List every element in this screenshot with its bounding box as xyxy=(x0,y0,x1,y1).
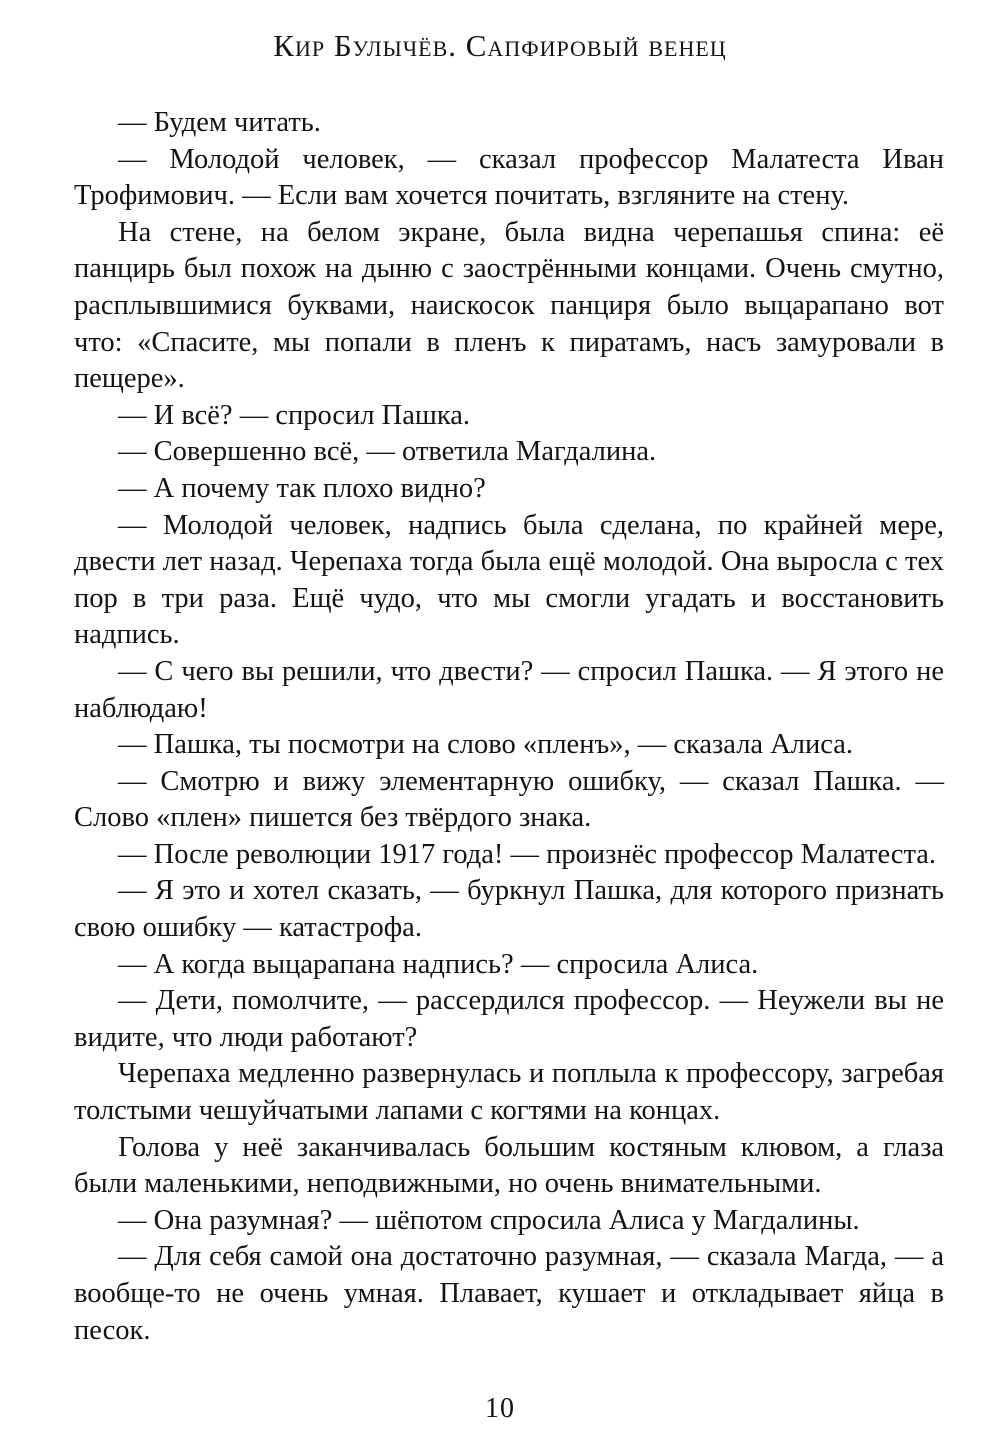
paragraph: — Молодой человек, — сказал профессор Малатеста Иван Трофимович. — Если вам хочется почитать, взгляните на стену. xyxy=(74,143,944,212)
paragraph: — Совершенно всё, — ответила Магдалина. xyxy=(118,436,657,468)
paragraph: Черепаха медленно развернулась и поплыла к профессору, загребая толстыми чешуйчатыми лапами с когтями на концах. xyxy=(74,1058,944,1127)
paragraph: — Она разумная? — шёпотом спросила Алиса у Магдалины. xyxy=(118,1204,860,1236)
paragraph: — Молодой человек, надпись была сделана, по крайней мере, двести лет назад. Черепаха тогда была ещё молодой. Она выросла с тех пор в три раза. Ещё чудо, что мы смогли угадать и восстановить надпись. xyxy=(74,509,944,651)
paragraph: Голова у неё заканчивалась большим костяным клювом, а глаза были маленькими, неподвижными, но очень внимательными. xyxy=(74,1131,944,1200)
paragraph: — А когда выцарапана надпись? — спросила Алиса. xyxy=(118,948,759,980)
page-number: 10 xyxy=(485,1393,515,1424)
paragraph: — Я это и хотел сказать, — буркнул Пашка, для которого признать свою ошибку — катастрофа. xyxy=(74,875,944,944)
paragraph: — Смотрю и вижу элементарную ошибку, — сказал Пашка. — Слово «плен» пишется без твёрдого знака. xyxy=(74,765,944,834)
running-title: Кир Булычёв. Сапфировый венец xyxy=(273,28,727,63)
paragraph: — Пашка, ты посмотри на слово «пленъ», — сказала Алиса. xyxy=(118,729,854,761)
paragraph: — Для себя самой она достаточно разумная, — сказала Магда, — а вообще-то не очень умная. Плавает, кушает и откладывает яйца в песок. xyxy=(74,1241,944,1346)
body-text xyxy=(74,105,944,1349)
paragraph: На стене, на белом экране, была видна черепашья спина: её панцирь был похож на дыню с заострёнными концами. Очень смутно, расплывшимися буквами, наискосок панциря было выцарапано вот что: «Спасите, мы попали в пленъ к пиратамъ, насъ замуровали в пещере». xyxy=(74,216,944,395)
paragraph: — Дети, помолчите, — рассердился профессор. — Неужели вы не видите, что люди работают? xyxy=(74,985,944,1053)
paragraph: — А почему так плохо видно? xyxy=(118,472,486,504)
paragraph: — И всё? — спросил Пашка. xyxy=(118,399,471,431)
paragraph: — С чего вы решили, что двести? — спросил Пашка. — Я этого не наблюдаю! xyxy=(74,655,944,724)
paragraph: — Будем читать. xyxy=(118,107,321,138)
paragraph: — После революции 1917 года! — произнёс профессор Малатеста. xyxy=(118,838,937,870)
